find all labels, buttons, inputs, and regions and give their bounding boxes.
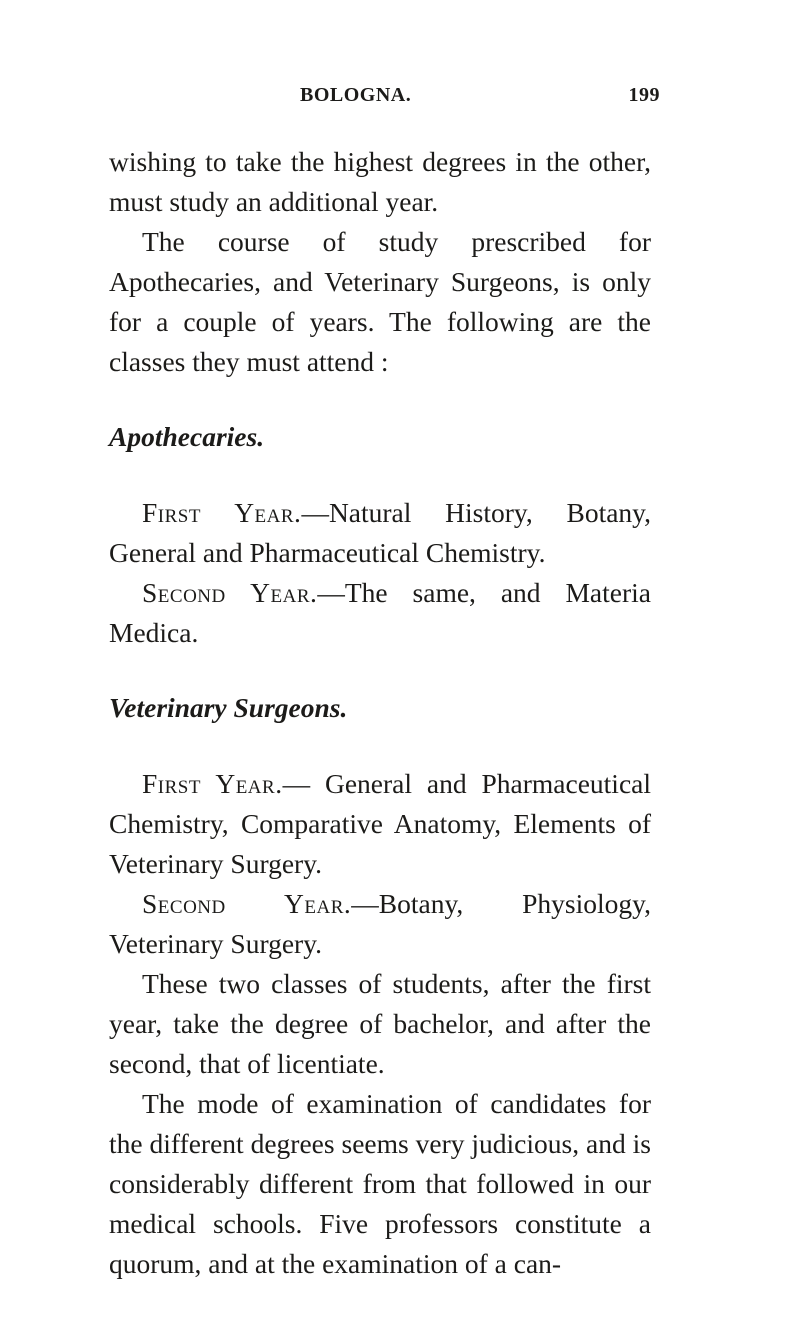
apothecaries-second-year [109, 573, 651, 653]
heading-veterinary-surgeons: Veterinary Surgeons. [109, 692, 348, 723]
heading-apothecaries: Apothecaries. [109, 421, 265, 452]
veterinary-second-year [109, 884, 651, 964]
paragraph-course-intro: The course of study prescribed for Apothecaries, and Veterinary Surgeons, is only for a couple of years. The following are the classes they must attend : [109, 226, 651, 377]
apothecaries-first-year [109, 493, 651, 573]
veterinary-first-year [109, 764, 651, 884]
year-text: — General and Pharmaceutical Chemistry, Comparative Anatomy, Elements of Veterinary Surgery. [109, 768, 651, 879]
paragraph-continuation: wishing to take the highest degrees in the other, must study an additional year. [109, 146, 651, 217]
paragraph-degrees: These two classes of students, after the first year, take the degree of bachelor, and after the second, that of licentiate. [109, 968, 651, 1079]
paragraph-examination: The mode of examination of candidates for the different degrees seems very judicious, and is considerably different from that followed in our medical schools. Five professors constitute a quorum, and at the examination of a can- [109, 1088, 651, 1279]
page-number: 199 [628, 84, 660, 106]
year-text: —Botany, Physiology, Veterinary Surgery. [109, 888, 651, 959]
year-text: —Natural History, Botany, General and Pharmaceutical Chemistry. [109, 497, 652, 568]
year-label: First Year. [142, 497, 302, 528]
body-text [109, 142, 651, 1284]
running-title: BOLOGNA. [300, 84, 412, 106]
year-text: —The same, and Materia Medica. [109, 577, 651, 648]
year-label: Second Year. [142, 577, 318, 608]
year-label: Second Year. [142, 888, 352, 919]
year-label: First Year. [142, 768, 283, 799]
